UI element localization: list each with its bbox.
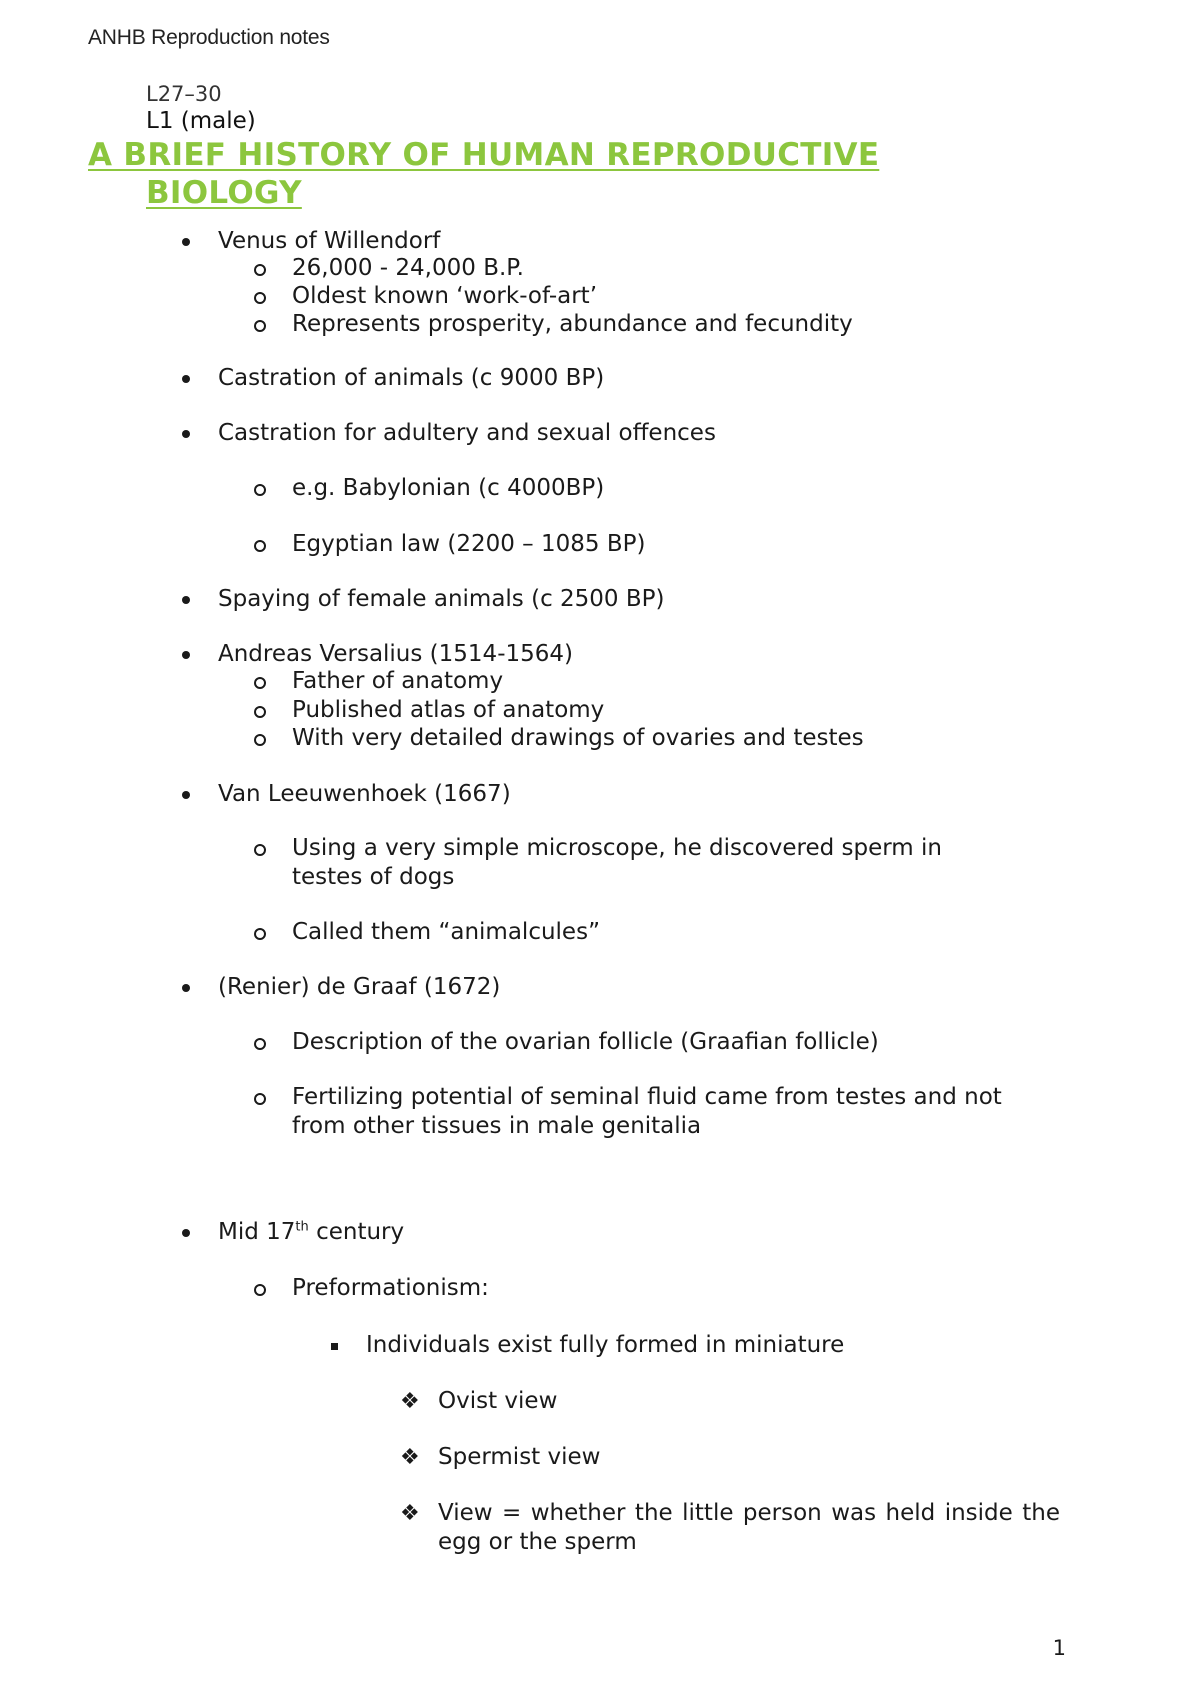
- lecture-subtitle: L1 (male): [146, 108, 256, 134]
- page-header: ANHB Reproduction notes: [88, 26, 330, 49]
- lecture-code: L27–30: [146, 82, 222, 106]
- list-item-level2: Egyptian law (2200 – 1085 BP): [292, 531, 646, 557]
- list-item-level1: Andreas Versalius (1514-1564): [218, 641, 573, 667]
- list-item-level2: 26,000 - 24,000 B.P.: [292, 255, 524, 281]
- list-item-level2: Father of anatomy: [292, 668, 504, 694]
- list-item-level4: Spermist view: [438, 1444, 601, 1470]
- page-number: 1: [1052, 1636, 1066, 1660]
- list-item-level1: Venus of Willendorf: [218, 228, 441, 254]
- document-title-line1: A BRIEF HISTORY OF HUMAN REPRODUCTIVE: [88, 137, 880, 173]
- list-item-level2: Using a very simple microscope, he discovered sperm in testes of dogs: [292, 835, 942, 890]
- document-title: [88, 136, 988, 212]
- list-item-level2: Description of the ovarian follicle (Graafian follicle): [292, 1029, 879, 1055]
- list-item-level1: (Renier) de Graaf (1672): [218, 974, 501, 1000]
- list-item-level1: Van Leeuwenhoek (1667): [218, 781, 511, 807]
- list-item-level1: Castration of animals (c 9000 BP): [218, 365, 605, 391]
- list-item-level2: With very detailed drawings of ovaries and testes: [292, 725, 864, 751]
- list-item-level1: [218, 1218, 404, 1247]
- mid-century-prefix: Mid 17: [218, 1219, 296, 1245]
- list-item-level3: Individuals exist fully formed in miniature: [366, 1332, 845, 1358]
- document-title-line2: BIOLOGY: [146, 175, 302, 211]
- list-item-level2: Preformationism:: [292, 1275, 489, 1301]
- list-item-level4: Ovist view: [438, 1388, 558, 1414]
- list-item-level1: Castration for adultery and sexual offences: [218, 420, 716, 446]
- list-item-level2: Oldest known ‘work-of-art’: [292, 283, 598, 309]
- list-item-level2: e.g. Babylonian (c 4000BP): [292, 475, 605, 501]
- list-item-level2: Represents prosperity, abundance and fecundity: [292, 311, 853, 337]
- list-item-level2: Fertilizing potential of seminal fluid came from testes and not from other tissues in male genitalia: [292, 1084, 1002, 1139]
- ordinal-suffix: th: [295, 1219, 309, 1235]
- mid-century-suffix: century: [308, 1219, 405, 1245]
- list-item-level1: Spaying of female animals (c 2500 BP): [218, 586, 665, 612]
- list-item-level4: View = whether the little person was held inside the egg or the sperm: [438, 1500, 1060, 1555]
- list-item-level2: Published atlas of anatomy: [292, 697, 605, 723]
- list-item-level2: Called them “animalcules”: [292, 919, 600, 945]
- document-page: ANHB Reproduction notes L27–30 L1 (male) A BRIEF HISTORY OF HUMAN REPRODUCTIVE BIOLOGY Venus of Willendorf 26,000 - 24,000 B.P. Oldest known ‘work-of-art’ Represents prosperity, abundance and fecundity Castration of animals (c 9000 BP) Castration for adultery and sexual offences e.g. Babylonian (c 4000BP) Egyptian law (2200 – 1085 BP) Spaying of female animals (c 2500 BP) Andreas Versalius (1514-1564) Father of anatomy Published atlas of anatomy With very detailed drawings of ovaries and testes Van Leeuwenhoek (1667) Using a very simple microscope, he discovered sperm in testes of dogs Called them “animalcules” (Renier) de Graaf (1672) Description of the ovarian follicle (Graafian follicle) Fertilizing potential of seminal fluid came from testes and not from other tissues in male genitalia Mid 17th century Preformationism: Individuals exist fully formed in miniature ❖ Ovist view ❖ Spermist view ❖ View = whether the little person was held inside the egg or the sperm 1: [88, 26, 1066, 1660]
